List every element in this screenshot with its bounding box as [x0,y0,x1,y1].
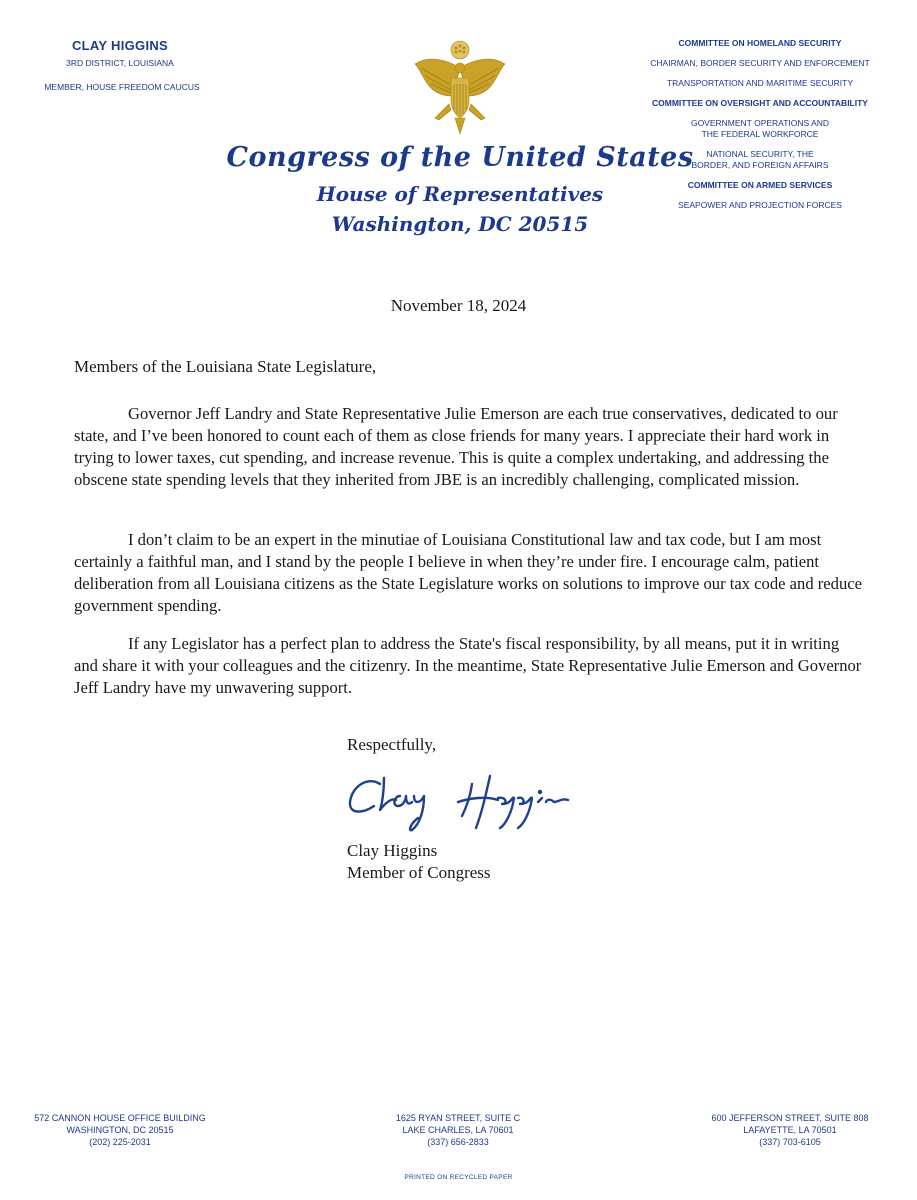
office-lake-charles-line2: LAKE CHARLES, LA 70601 [402,1125,514,1135]
office-lafayette-line2: LAFAYETTE, LA 70501 [743,1125,837,1135]
office-lafayette-phone: (337) 703-6105 [759,1137,821,1147]
member-district: 3RD DISTRICT, LOUISIANA [66,58,174,68]
letter-paragraph-1: Governor Jeff Landry and State Representative Julie Emerson are each true conservatives, dedicated to our state, and I’ve been honored to count each of them as close friends for many years. I appreciate their hard work in trying to lower taxes, cut spending, and increase revenue. This is quite a complex undertaking, and addressing the obscene state spending levels that they inherited from JBE is an incredibly challenging, complicated mission. [74,404,838,489]
signer-block [347,840,491,884]
letter-paragraph-3: If any Legislator has a perfect plan to address the State's fiscal responsibility, by all means, put it in writing and share it with your colleagues and the citizenry. In the meantime, State Representative Julie Emerson and Governor Jeff Landry have my unwavering support. [74,634,862,697]
letterhead-left [0,38,240,92]
subcommittee-transportation: TRANSPORTATION AND MARITIME SECURITY [666,78,854,88]
office-lafayette [680,1112,900,1148]
committee-oversight: COMMITTEE ON OVERSIGHT AND ACCOUNTABILITY [652,98,868,108]
office-lake-charles-phone: (337) 656-2833 [427,1137,489,1147]
letter-paragraph-2: I don’t claim to be an expert in the minutiae of Louisiana Constitutional law and tax code, but I am most certainly a faithful man, and I stand by the people I believe in when they’re under fire. I encourage calm, patient deliberation from all Louisiana citizens as the State Legislature works on solutions to improve our tax code and reduce government spending. [74,530,862,615]
committee-armed-services: COMMITTEE ON ARMED SERVICES [687,180,833,190]
letter-date: November 18, 2024 [390,296,527,315]
subcommittee-government-ops-line2: THE FEDERAL WORKFORCE [701,129,819,139]
office-lafayette-line1: 600 JEFFERSON STREET, SUITE 808 [711,1113,869,1123]
subcommittee-government-ops [640,118,880,140]
subcommittee-national-security-line2: BORDER, AND FOREIGN AFFAIRS [691,160,829,170]
office-washington [10,1112,230,1148]
office-lake-charles-line1: 1625 RYAN STREET, SUITE C [395,1113,521,1123]
letterhead-city: Washington, DC 20515 [331,212,589,236]
subcommittee-national-security-line1: NATIONAL SECURITY, THE [706,149,814,159]
letterhead-chamber: House of Representatives [316,182,604,206]
subcommittee-national-security [640,149,880,171]
subcommittee-government-ops-line1: GOVERNMENT OPERATIONS AND [690,118,830,128]
signer-name: Clay Higgins [347,841,438,860]
office-washington-line2: WASHINGTON, DC 20515 [66,1125,174,1135]
member-name: CLAY HIGGINS [71,38,169,53]
signer-title: Member of Congress [347,863,491,882]
letter-salutation: Members of the Louisiana State Legislature, [74,357,377,376]
subcommittee-border: CHAIRMAN, BORDER SECURITY AND ENFORCEMENT [650,58,870,68]
office-lake-charles [348,1112,568,1148]
member-caucus: MEMBER, HOUSE FREEDOM CAUCUS [44,82,200,92]
congress-seal-icon [405,38,515,138]
committee-list [640,38,880,220]
office-washington-line1: 572 CANNON HOUSE OFFICE BUILDING [34,1113,206,1123]
committee-homeland: COMMITTEE ON HOMELAND SECURITY [678,38,842,48]
letter-closing: Respectfully, [347,735,437,754]
office-washington-phone: (202) 225-2031 [89,1137,151,1147]
subcommittee-seapower: SEAPOWER AND PROJECTION FORCES [678,200,842,210]
letterhead-title: Congress of the United States [226,142,694,173]
recycled-paper-note: PRINTED ON RECYCLED PAPER [404,1174,513,1181]
handwritten-signature [340,762,600,842]
